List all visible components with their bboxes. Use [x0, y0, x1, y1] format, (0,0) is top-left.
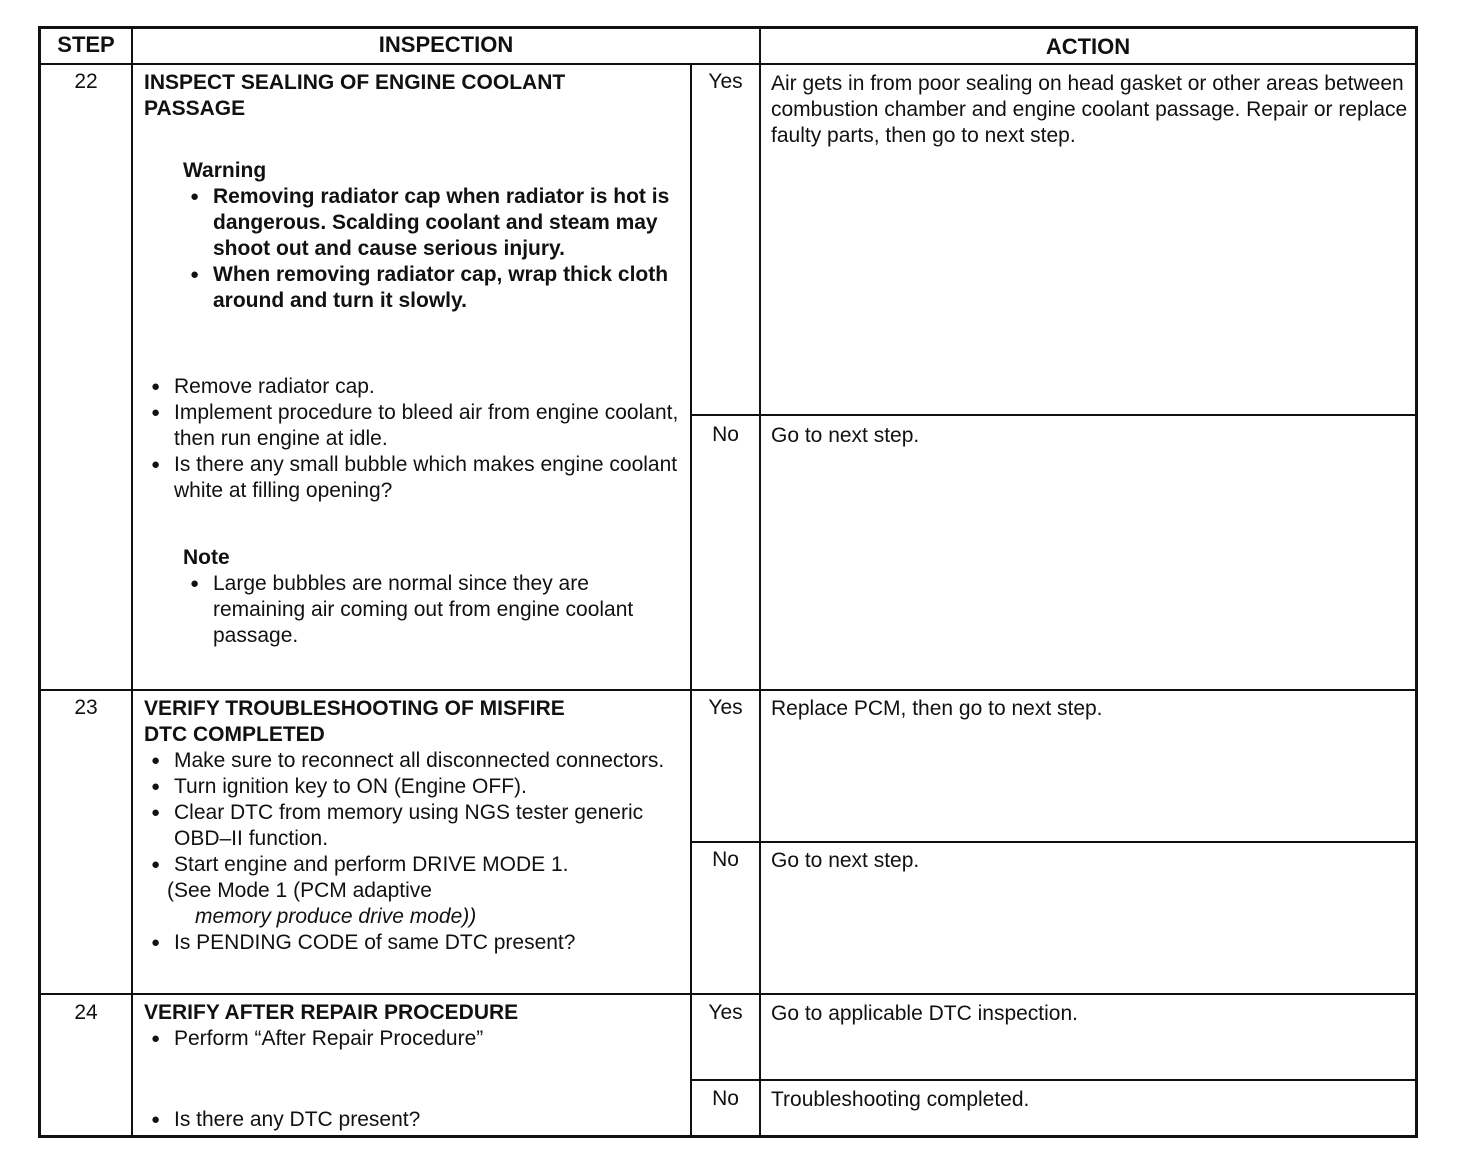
step-number-23: 23: [74, 696, 98, 719]
action-no-24: Troubleshooting completed.: [771, 1088, 1030, 1111]
see-reference-line: (See Mode 1 (PCM adaptive: [167, 879, 432, 902]
step-title-24: VERIFY AFTER REPAIR PROCEDURE: [144, 1001, 519, 1024]
inspection-cell-24: [133, 1000, 690, 1135]
list-item: ● Turn ignition key to ON (Engine OFF).: [144, 774, 690, 800]
action-yes-24: Go to applicable DTC inspection.: [771, 1002, 1078, 1025]
action-no-22: Go to next step.: [771, 424, 920, 447]
procedure-list-23: [144, 748, 690, 878]
action-yes-23: Replace PCM, then go to next step.: [771, 697, 1103, 720]
yesno-divider-23: [690, 841, 1418, 843]
troubleshooting-table: [38, 26, 1418, 1138]
warning-block-22: [144, 158, 682, 314]
step-title-22: INSPECT SEALING OF ENGINE COOLANT PASSAGE: [144, 71, 566, 120]
list-item: ● Perform “After Repair Procedure”: [144, 1026, 690, 1052]
col-divider-yesno: [690, 63, 692, 1138]
no-label-23: No: [712, 848, 739, 871]
header-step: STEP: [57, 32, 115, 57]
step-number-24: 24: [74, 1001, 98, 1024]
list-item: ● Is there any small bubble which makes engine coolant white at filling opening?: [144, 452, 682, 504]
list-item: ● Start engine and perform DRIVE MODE 1.: [144, 852, 690, 878]
note-item: ● Large bubbles are normal since they are remaining air coming out from engine coolant passage.: [183, 571, 682, 649]
yesno-divider-24: [690, 1079, 1418, 1081]
list-item: ● Implement procedure to bleed air from engine coolant, then run engine at idle.: [144, 400, 682, 452]
list-item: ● Is there any DTC present?: [144, 1107, 682, 1133]
row-divider-22-23: [38, 689, 1418, 691]
list-item: ● Remove radiator cap.: [144, 374, 682, 400]
note-heading: Note: [183, 546, 230, 569]
yes-label-22: Yes: [708, 70, 743, 93]
list-item: ● Is PENDING CODE of same DTC present?: [144, 930, 690, 956]
col-divider-action: [759, 26, 761, 1138]
step-title-23: VERIFY TROUBLESHOOTING OF MISFIRE DTC COMPLETED: [144, 697, 565, 746]
row-divider-23-24: [38, 993, 1418, 995]
header-inspection: INSPECTION: [378, 32, 514, 57]
action-yes-22: Air gets in from poor sealing on head gasket or other areas between combustion chamber and engine coolant passage. Repair or replace faulty parts, then go to next step.: [771, 72, 1408, 147]
yes-label-23: Yes: [708, 696, 743, 719]
table-border-right: [1415, 26, 1418, 1138]
yes-label-24: Yes: [708, 1001, 743, 1024]
see-reference-line: memory produce drive mode)): [195, 905, 477, 928]
inspection-cell-23: [133, 696, 690, 993]
note-block-22: [144, 545, 682, 649]
header-action: ACTION: [1045, 34, 1131, 59]
yesno-divider-22: [690, 414, 1418, 416]
list-item: ● Clear DTC from memory using NGS tester generic OBD–II function.: [144, 800, 690, 852]
list-item: ● Make sure to reconnect all disconnected connectors.: [144, 748, 690, 774]
no-label-22: No: [712, 423, 739, 446]
warning-item: ● Removing radiator cap when radiator is hot is dangerous. Scalding coolant and steam may shoot out and cause serious injury.: [183, 184, 682, 262]
step-number-22: 22: [74, 70, 98, 93]
no-label-24: No: [712, 1087, 739, 1110]
warning-item: ● When removing radiator cap, wrap thick cloth around and turn it slowly.: [183, 262, 682, 314]
table-border-bottom: [38, 1135, 1418, 1138]
procedure-list-22: [144, 374, 682, 504]
action-no-23: Go to next step.: [771, 849, 920, 872]
inspection-cell-22: [133, 70, 690, 689]
warning-heading: Warning: [183, 159, 267, 182]
table-border-left: [38, 26, 41, 1138]
